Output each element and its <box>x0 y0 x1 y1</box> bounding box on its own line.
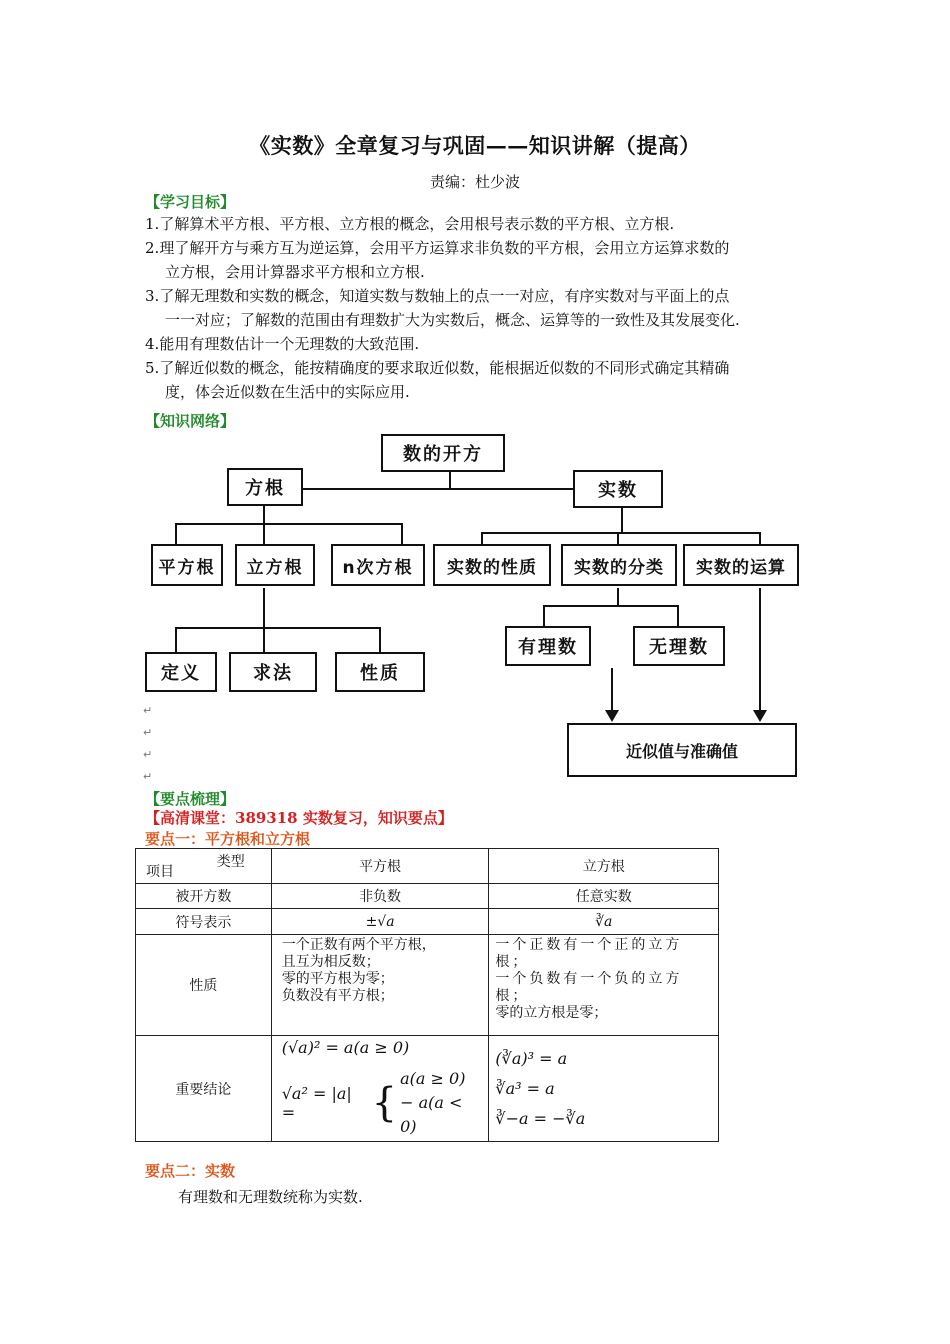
connector-line <box>263 627 265 653</box>
connector-line <box>175 627 177 653</box>
connector-line <box>543 605 545 627</box>
box-shishu-yunsuan: 实数的运算 <box>683 544 799 586</box>
table-row: 被开方数 非负数 任意实数 <box>136 884 719 909</box>
arrow-shaft <box>611 668 613 712</box>
connector-line <box>543 605 679 607</box>
objective-item: 5.了解近似数的概念，能按精确度的要求取近似数，能根据近似数的不同形式确定其精确 <box>145 359 730 377</box>
objective-item: 3.了解无理数和实数的概念，知道实数与数轴上的点一一对应，有序实数对与平面上的点 <box>145 287 730 305</box>
point-two-heading: 要点二：实数 <box>145 1162 236 1180</box>
table-row: 性质 一个正数有两个平方根， 且互为相反数； 零的平方根为零； 负数没有平方根； 一个正数有一个正的立方 根； 一个负数有一个负的立方 根； 零的立方根是零； <box>136 935 719 1036</box>
box-xingzhi: 性质 <box>335 652 425 692</box>
objectives-list <box>145 212 810 404</box>
box-shishu-fenlei: 实数的分类 <box>561 544 677 586</box>
objective-item: 1.了解算术平方根、平方根、立方根的概念，会用根号表示数的平方根、立方根. <box>145 215 675 233</box>
table-row: 符号表示 ±√a ∛a <box>136 909 719 935</box>
box-lifanggen: 立方根 <box>235 544 315 586</box>
connector-line <box>617 588 619 606</box>
box-youlishu: 有理数 <box>505 626 591 666</box>
box-shishu: 实数 <box>573 470 663 508</box>
objective-item: 2.理了解开方与乘方互为逆运算，会用平方运算求非负数的平方根，会用立方运算求数的 <box>145 239 730 257</box>
page-title: 《实数》全章复习与巩固——知识讲解（提高） <box>249 133 701 158</box>
objective-line: 一一对应；了解数的范围由有理数扩大为实数后，概念、运算等的一致性及其发展变化. <box>165 311 740 329</box>
paragraph-mark-icon: ↵ <box>143 704 153 717</box>
objective-item: 4.能用有理数估计一个无理数的大致范围. <box>145 335 420 353</box>
box-jinsi: 近似值与准确值 <box>567 723 797 777</box>
connector-line <box>263 488 623 490</box>
box-fanggen: 方根 <box>227 468 303 506</box>
roots-table <box>135 848 719 1142</box>
point-one-heading: 要点一：平方根和立方根 <box>145 830 311 848</box>
connector-line <box>379 627 381 653</box>
table-row: 重要结论 (√a)² = a(a ≥ 0) √a² = |a| = { a(a ≥ 0) − a(a < 0) (∛a)³ = a ∛a³ = a ∛−a = −∛a <box>136 1036 719 1142</box>
connector-line <box>175 627 381 629</box>
box-ncifanggen: n次方根 <box>331 544 425 586</box>
objectives-heading: 【学习目标】 <box>145 193 236 211</box>
brace-icon: { <box>371 1080 398 1126</box>
connector-line <box>481 532 761 534</box>
col-header-cube-root: 立方根 <box>489 849 719 884</box>
connector-line <box>449 469 451 489</box>
connector-line <box>175 523 403 525</box>
arrow-head-icon <box>605 710 619 722</box>
arrow-shaft <box>759 588 761 712</box>
box-wulishu: 无理数 <box>633 626 725 666</box>
editor-line: 责编：杜少波 <box>429 173 520 191</box>
objective-line: 立方根，会用计算器求平方根和立方根. <box>165 263 425 281</box>
class-link-note: 【高清课堂：389318 实数复习，知识要点】 <box>145 809 453 827</box>
keypoints-heading: 【要点梳理】 <box>145 790 236 808</box>
box-root: 数的开方 <box>381 434 505 472</box>
connector-line <box>263 588 265 628</box>
connector-line <box>621 508 623 533</box>
box-shishu-xingzhi: 实数的性质 <box>433 544 551 586</box>
knowledge-network-diagram <box>143 432 803 783</box>
col-header-square-root: 平方根 <box>271 849 489 884</box>
paragraph-mark-icon: ↵ <box>143 770 153 783</box>
table-corner-cell: 类型 项目 <box>136 849 272 884</box>
box-dingyi: 定义 <box>145 652 217 692</box>
objective-line: 度，体会近似数在生活中的实际应用. <box>165 383 410 401</box>
box-qiufa: 求法 <box>229 652 317 692</box>
network-heading: 【知识网络】 <box>145 412 236 430</box>
paragraph-mark-icon: ↵ <box>143 748 153 761</box>
arrow-head-icon <box>753 710 767 722</box>
point-two-text: 有理数和无理数统称为实数. <box>178 1188 363 1206</box>
connector-line <box>263 506 265 524</box>
box-pingfanggen: 平方根 <box>151 544 223 586</box>
paragraph-mark-icon: ↵ <box>143 726 153 739</box>
connector-line <box>677 605 679 627</box>
